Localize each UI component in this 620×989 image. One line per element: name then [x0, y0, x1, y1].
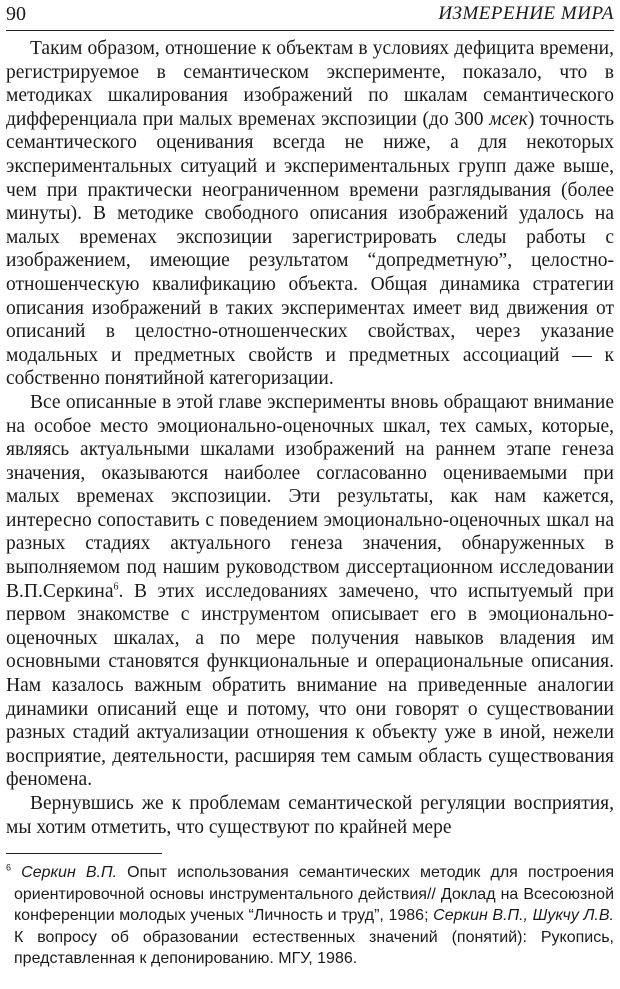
page-header	[6, 0, 614, 31]
footnote-text-1: Опыт использования семантических методик для построения ориентировочной основы инструментального действия// Доклад на Всесоюзной конференции молодых ученых “Личность и труд”, 1986;	[14, 864, 614, 924]
page-number: 90	[6, 3, 26, 25]
paragraph-2-text-a: Все описанные в этой главе эксперименты вновь обращают внимание на особое место эмоционально-оценочных шкал, тех самых, которые, являясь актуальными шкалами изображений на раннем этапе генеза значения, оказываются наиболее согласованно оцениваемыми при малых временах экспозиции. Эти результаты, как нам кажется, интересно сопоставить с поведением эмоционально-оценочных шкал на разных стадиях актуального генеза значения, обнаруженных в выполняемом под нашим руководством диссертационном исследовании В.П.Серкина	[6, 391, 614, 602]
paragraph-2	[6, 391, 614, 792]
footnote-divider	[6, 853, 162, 854]
footnote-author-2: Серкин В.П., Шукчу Л.В.	[433, 907, 614, 924]
running-title: ИЗМЕРЕНИЕ МИРА	[438, 3, 614, 24]
footnote	[6, 862, 614, 970]
paragraph-1-text-a: Таким образом, отношение к объектам в условиях дефицита времени, регистрируемое в семантическом эксперименте, показало, что в методиках шкалирования изображений по шкалам семантического дифференциала при малых временах экспозиции (до 300	[6, 38, 614, 130]
paragraph-1-text-b: ) точность семантического оценивания всегда не ниже, а для некоторых экспериментальных ситуаций и экспериментальных групп даже выше, чем при практически неограниченном времени разглядывания (более минуты). В методике свободного описания изображений удалось на малых временах экспозиции зарегистрировать следы работы с изображением, имеющие результатом “допредметную”, целостно-отношенческую квалификацию объекта. Общая динамика стратегии описания изображений в таких экспериментах имеет вид движения от описаний в целостно-отношенческих свойствах, через указание модальных и предметных свойств и предметных ассоциаций — к собственно понятийной категоризации.	[6, 108, 614, 390]
paragraph-2-text-b: . В этих исследованиях замечено, что испытуемый при первом знакомстве с инструментом описывает его в эмоционально-оценочных шкалах, а по мере получения навыков владения им основными становятся функциональные и операциональные описания. Нам казалось важным обратить внимание на приведенные аналогии динамики описаний еще и потому, что они говорят о существовании разных стадий актуализации отношения к объекту уже в иной, нежели восприятие, деятельности, расширяя тем самым область существования феномена.	[6, 580, 614, 791]
footnote-6	[6, 862, 614, 970]
footnote-reference: 6	[113, 581, 119, 593]
footnote-text-2: К вопросу об образовании естественных значений (понятий): Рукопись, представленная к депонированию. МГУ, 1986.	[14, 928, 614, 967]
main-text	[6, 37, 614, 839]
footnote-author-1: Серкин В.П.	[21, 864, 118, 881]
time-unit: мсек	[489, 108, 528, 130]
paragraph-3: Вернувшись же к проблемам семантической регуляции восприятия, мы хотим отметить, что существуют по крайней мере	[6, 793, 614, 838]
footnote-number: 6	[6, 862, 12, 873]
paragraph-1	[6, 37, 614, 391]
